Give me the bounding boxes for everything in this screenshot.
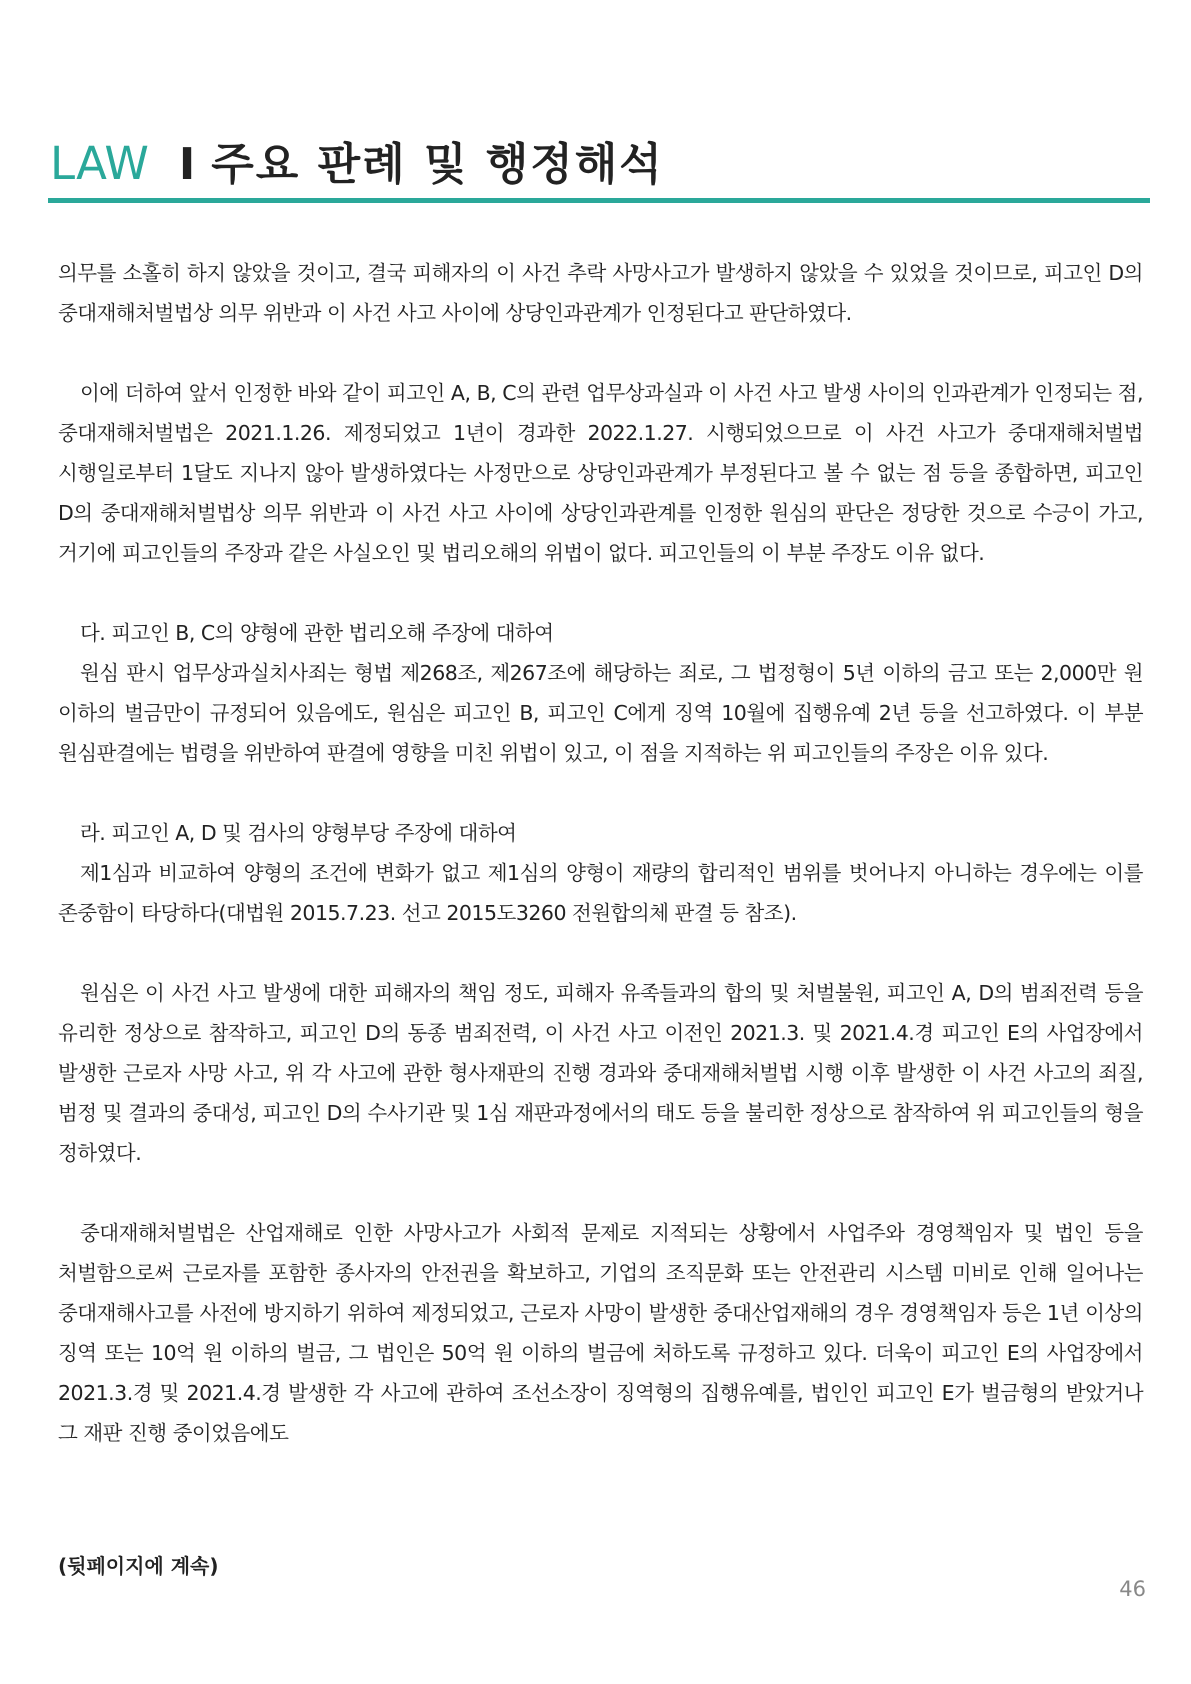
paragraph: 원심은 이 사건 사고 발생에 대한 피해자의 책임 정도, 피해자 유족들과의 합의 및 처벌불원, 피고인 A, D의 범죄전력 등을 유리한 정상으로 참작하고, 피고인 D의 동종 범죄전력, 이 사건 사고 이전인 2021.3. 및 2021.4.경 피고인 E의 사업장에서 발생한 근로자 사망 사고, 위 각 사고에 관한 형사재판의 진행 경과와 중대재해처벌법 시행 이후 발생한 이 사건 사고의 죄질, 범정 및 결과의 중대성, 피고인 D의 수사기관 및 1심 재판과정에서의 태도 등을 불리한 정상으로 참작하여 위 피고인들의 형을 정하였다.	[58, 981, 1143, 1165]
paragraph: 제1심과 비교하여 양형의 조건에 변화가 없고 제1심의 양형이 재량의 합리적인 범위를 벗어나지 아니하는 경우에는 이를 존중함이 타당하다(대법원 2015.7.23. 선고 2015도3260 전원합의체 판결 등 참조).	[58, 861, 1143, 925]
page-header	[50, 128, 1150, 192]
page-title: 주요 판례 및 행정해석	[211, 139, 664, 190]
paragraph: 원심 판시 업무상과실치사죄는 형법 제268조, 제267조에 해당하는 죄로, 그 법정형이 5년 이하의 금고 또는 2,000만 원 이하의 벌금만이 규정되어 있음에도, 원심은 피고인 B, 피고인 C에게 징역 10월에 집행유예 2년 등을 선고하였다. 이 부분 원심판결에는 법령을 위반하여 판결에 영향을 미친 위법이 있고, 이 점을 지적하는 위 피고인들의 주장은 이유 있다.	[58, 661, 1143, 765]
paragraph: 이에 더하여 앞서 인정한 바와 같이 피고인 A, B, C의 관련 업무상과실과 이 사건 사고 발생 사이의 인과관계가 인정되는 점, 중대재해처벌법은 2021.1.26. 제정되었고 1년이 경과한 2022.1.27. 시행되었으므로 이 사건 사고가 중대재해처벌법 시행일로부터 1달도 지나지 않아 발생하였다는 사정만으로 상당인과관계가 부정된다고 볼 수 없는 점 등을 종합하면, 피고인 D의 중대재해처벌법상 의무 위반과 이 사건 사고 사이에 상당인과관계를 인정한 원심의 판단은 정당한 것으로 수긍이 가고, 거기에 피고인들의 주장과 같은 사실오인 및 법리오해의 위법이 없다. 피고인들의 이 부분 주장도 이유 없다.	[58, 381, 1143, 565]
paragraph: 중대재해처벌법은 산업재해로 인한 사망사고가 사회적 문제로 지적되는 상황에서 사업주와 경영책임자 및 법인 등을 처벌함으로써 근로자를 포함한 종사자의 안전권을 확보하고, 기업의 조직문화 또는 안전관리 시스템 미비로 인해 일어나는 중대재해사고를 사전에 방지하기 위하여 제정되었고, 근로자 사망이 발생한 중대산업재해의 경우 경영책임자 등은 1년 이상의 징역 또는 10억 원 이하의 벌금, 그 법인은 50억 원 이하의 벌금에 처하도록 규정하고 있다. 더욱이 피고인 E의 사업장에서 2021.3.경 및 2021.4.경 발생한 각 사고에 관하여 조선소장이 징역형의 집행유예를, 법인인 피고인 E가 벌금형의 받았거나 그 재판 진행 중이었음에도	[58, 1221, 1143, 1445]
section-brand: LAW	[50, 137, 149, 190]
continued-note: (뒷페이지에 계속)	[58, 1554, 219, 1578]
section-heading: 라. 피고인 A, D 및 검사의 양형부당 주장에 대하여	[80, 821, 517, 845]
section-heading: 다. 피고인 B, C의 양형에 관한 법리오해 주장에 대하여	[80, 621, 554, 645]
header-separator: I	[178, 139, 196, 190]
document-body	[58, 253, 1143, 1453]
page-number: 46	[1119, 1577, 1146, 1601]
header-divider	[48, 198, 1150, 203]
paragraph: 의무를 소홀히 하지 않았을 것이고, 결국 피해자의 이 사건 추락 사망사고가 발생하지 않았을 수 있었을 것이므로, 피고인 D의 중대재해처벌법상 의무 위반과 이 사건 사고 사이에 상당인과관계가 인정된다고 판단하였다.	[58, 261, 1143, 325]
